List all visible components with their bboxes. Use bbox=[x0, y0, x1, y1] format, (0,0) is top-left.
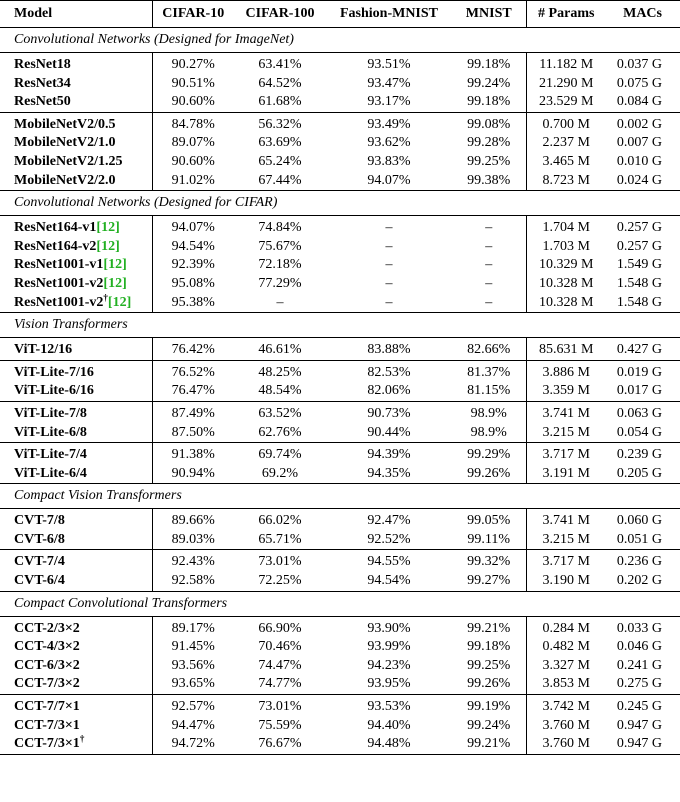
model-name: ViT-Lite-7/8 bbox=[14, 405, 87, 421]
table-row bbox=[0, 695, 680, 717]
table-row bbox=[0, 216, 680, 238]
fashion-mnist-cell: – bbox=[385, 275, 393, 291]
table-row bbox=[0, 531, 680, 550]
fashion-mnist-cell: 82.53% bbox=[326, 360, 452, 382]
section-header-row bbox=[0, 313, 680, 338]
params-cell: 3.717 M bbox=[526, 550, 606, 572]
citation-link[interactable]: [12] bbox=[103, 275, 127, 291]
fashion-mnist-cell: 94.48% bbox=[326, 735, 452, 754]
fashion-mnist-cell: 83.88% bbox=[326, 338, 452, 361]
model-name-cell bbox=[0, 238, 152, 257]
cifar10-cell: 87.49% bbox=[152, 401, 234, 423]
cifar100-cell: 48.54% bbox=[258, 383, 302, 399]
model-name-cell bbox=[0, 401, 152, 423]
macs-cell: 0.239 G bbox=[606, 443, 680, 465]
model-name-cell bbox=[0, 172, 152, 191]
table-row bbox=[0, 93, 680, 112]
mnist-cell: – bbox=[452, 216, 526, 238]
table-row bbox=[0, 338, 680, 361]
params-cell: 3.886 M bbox=[526, 360, 606, 382]
table-row bbox=[0, 75, 680, 94]
table-row bbox=[0, 550, 680, 572]
model-name-cell bbox=[0, 424, 152, 443]
fashion-mnist-cell: 93.47% bbox=[367, 75, 411, 91]
cifar10-cell: 76.47% bbox=[171, 383, 215, 399]
model-name: ResNet1001-v1 bbox=[14, 257, 104, 273]
model-name-cell bbox=[0, 616, 152, 638]
cifar100-cell: 67.44% bbox=[258, 172, 302, 188]
fashion-mnist-cell: 93.99% bbox=[367, 639, 411, 655]
mnist-cell: 99.18% bbox=[452, 638, 526, 657]
fashion-mnist-cell: 93.53% bbox=[326, 695, 452, 717]
mnist-cell: – bbox=[452, 256, 526, 275]
mnist-cell: 81.37% bbox=[452, 360, 526, 382]
model-name: ViT-Lite-6/4 bbox=[14, 465, 87, 481]
macs-cell: 0.202 G bbox=[616, 573, 662, 589]
cifar100-cell: 65.71% bbox=[258, 531, 302, 547]
cifar100-cell: 63.69% bbox=[258, 135, 302, 151]
mnist-cell: – bbox=[452, 294, 526, 313]
macs-cell: 0.257 G bbox=[616, 238, 662, 254]
table-row bbox=[0, 172, 680, 191]
macs-cell: 0.275 G bbox=[616, 676, 662, 692]
table-row bbox=[0, 443, 680, 465]
macs-cell: 0.033 G bbox=[606, 616, 680, 638]
section-header-row bbox=[0, 591, 680, 616]
params-cell: 3.760 M bbox=[542, 717, 590, 733]
table-row bbox=[0, 153, 680, 172]
macs-cell: 0.037 G bbox=[606, 53, 680, 75]
cifar10-cell: 76.52% bbox=[152, 360, 234, 382]
params-cell: 0.700 M bbox=[526, 112, 606, 134]
cifar10-cell: 89.03% bbox=[171, 531, 215, 547]
table-row bbox=[0, 112, 680, 134]
model-name-cell bbox=[0, 531, 152, 550]
header-cifar100: CIFAR-100 bbox=[234, 1, 326, 28]
params-cell: 3.191 M bbox=[542, 465, 590, 481]
macs-cell: 0.054 G bbox=[616, 424, 662, 440]
fashion-mnist-cell: 93.90% bbox=[326, 616, 452, 638]
fashion-mnist-cell: 94.55% bbox=[326, 550, 452, 572]
model-name: CCT-6/3×2 bbox=[14, 657, 80, 673]
section-header-row bbox=[0, 191, 680, 216]
fashion-mnist-cell: 93.51% bbox=[326, 53, 452, 75]
cifar100-cell: 46.61% bbox=[234, 338, 326, 361]
model-name: ResNet50 bbox=[14, 94, 71, 110]
macs-cell: 0.060 G bbox=[606, 509, 680, 531]
fashion-mnist-cell: 94.35% bbox=[367, 465, 411, 481]
cifar10-cell: 90.94% bbox=[171, 465, 215, 481]
cifar100-cell: 66.90% bbox=[234, 616, 326, 638]
macs-cell: 0.051 G bbox=[616, 531, 662, 547]
model-name: CVT-7/4 bbox=[14, 554, 65, 570]
mnist-cell: 99.28% bbox=[452, 134, 526, 153]
cifar100-cell: 61.68% bbox=[258, 94, 302, 110]
cifar100-cell: 74.47% bbox=[258, 657, 302, 673]
fashion-mnist-cell: 93.83% bbox=[367, 153, 411, 169]
cifar100-cell: 74.84% bbox=[234, 216, 326, 238]
model-name: MobileNetV2/1.0 bbox=[14, 135, 116, 151]
cifar10-cell: 89.17% bbox=[152, 616, 234, 638]
table-row bbox=[0, 382, 680, 401]
model-name-cell bbox=[0, 338, 152, 361]
fashion-mnist-cell: 82.06% bbox=[367, 383, 411, 399]
cifar100-cell: 56.32% bbox=[234, 112, 326, 134]
cifar10-cell: 76.42% bbox=[152, 338, 234, 361]
model-name-cell bbox=[0, 443, 152, 465]
model-name: CCT-2/3×2 bbox=[14, 620, 80, 636]
params-cell: 0.284 M bbox=[526, 616, 606, 638]
fashion-mnist-cell: 90.73% bbox=[326, 401, 452, 423]
cifar10-cell: 92.57% bbox=[152, 695, 234, 717]
model-name-cell bbox=[0, 294, 152, 313]
cifar100-cell: 73.01% bbox=[234, 695, 326, 717]
cifar10-cell: 90.60% bbox=[171, 94, 215, 110]
cifar10-cell: 89.66% bbox=[152, 509, 234, 531]
params-cell: 10.328 M bbox=[539, 275, 594, 291]
model-name: CCT-7/7×1 bbox=[14, 699, 80, 715]
model-name: CVT-7/8 bbox=[14, 513, 65, 529]
mnist-cell: 99.27% bbox=[452, 572, 526, 591]
model-name-cell bbox=[0, 112, 152, 134]
macs-cell: 0.046 G bbox=[616, 639, 662, 655]
macs-cell: 0.075 G bbox=[616, 75, 662, 91]
table-row bbox=[0, 294, 680, 313]
fashion-mnist-cell: 94.40% bbox=[367, 717, 411, 733]
model-name-cell bbox=[0, 75, 152, 94]
fashion-mnist-cell: 93.62% bbox=[367, 135, 411, 151]
macs-cell: 0.427 G bbox=[606, 338, 680, 361]
fashion-mnist-cell: 94.54% bbox=[367, 573, 411, 589]
cifar10-cell: 92.39% bbox=[171, 257, 215, 273]
cifar100-cell: 69.2% bbox=[261, 465, 299, 481]
mnist-cell: 99.08% bbox=[452, 112, 526, 134]
citation-link[interactable]: [12] bbox=[96, 238, 120, 254]
model-name: ViT-Lite-6/8 bbox=[14, 424, 87, 440]
model-name: CVT-6/4 bbox=[14, 573, 65, 589]
fashion-mnist-cell: 94.07% bbox=[367, 172, 411, 188]
table-body bbox=[0, 28, 680, 755]
cifar100-cell: 70.46% bbox=[258, 639, 302, 655]
mnist-cell: 99.18% bbox=[452, 53, 526, 75]
params-cell: 3.190 M bbox=[542, 573, 590, 589]
cifar10-cell: 95.08% bbox=[171, 275, 215, 291]
params-cell: 2.237 M bbox=[542, 135, 590, 151]
cifar100-cell: 62.76% bbox=[258, 424, 302, 440]
fashion-mnist-cell: 93.17% bbox=[367, 94, 411, 110]
macs-cell: 0.024 G bbox=[616, 172, 662, 188]
dagger-mark: † bbox=[103, 293, 108, 302]
mnist-cell: 99.21% bbox=[452, 616, 526, 638]
mnist-cell: 99.29% bbox=[452, 443, 526, 465]
model-name-cell bbox=[0, 382, 152, 401]
model-name: CCT-7/3×2 bbox=[14, 676, 80, 692]
cifar100-cell: 77.29% bbox=[258, 275, 302, 291]
citation-link[interactable]: [12] bbox=[96, 220, 120, 236]
table-row bbox=[0, 256, 680, 275]
table-row bbox=[0, 616, 680, 638]
fashion-mnist-cell: 92.52% bbox=[367, 531, 411, 547]
params-cell: 3.359 M bbox=[542, 383, 590, 399]
model-name-cell bbox=[0, 360, 152, 382]
model-name: ViT-Lite-7/16 bbox=[14, 364, 94, 380]
fashion-mnist-cell: 93.95% bbox=[367, 676, 411, 692]
mnist-cell: 99.32% bbox=[452, 550, 526, 572]
fashion-mnist-cell: – bbox=[326, 216, 452, 238]
header-mnist: MNIST bbox=[452, 1, 526, 28]
mnist-cell: 99.19% bbox=[452, 695, 526, 717]
params-cell: 3.741 M bbox=[526, 509, 606, 531]
model-name-cell bbox=[0, 717, 152, 736]
macs-cell: 0.002 G bbox=[606, 112, 680, 134]
section-title: Vision Transformers bbox=[0, 313, 680, 338]
table-row bbox=[0, 657, 680, 676]
fashion-mnist-cell: 90.44% bbox=[367, 424, 411, 440]
model-name-cell bbox=[0, 695, 152, 717]
macs-cell: 0.007 G bbox=[616, 135, 662, 151]
mnist-cell: 99.25% bbox=[452, 153, 526, 172]
params-cell: 3.465 M bbox=[542, 153, 590, 169]
macs-cell: 0.241 G bbox=[616, 657, 662, 673]
table-row bbox=[0, 238, 680, 257]
cifar10-cell: 92.43% bbox=[152, 550, 234, 572]
table-row bbox=[0, 638, 680, 657]
model-name: MobileNetV2/0.5 bbox=[14, 116, 116, 132]
params-cell: 10.328 M bbox=[539, 294, 594, 310]
model-name-cell bbox=[0, 572, 152, 591]
cifar100-cell: 72.18% bbox=[258, 257, 302, 273]
macs-cell: 0.245 G bbox=[606, 695, 680, 717]
mnist-cell: 99.26% bbox=[452, 675, 526, 694]
table-row bbox=[0, 424, 680, 443]
cifar10-cell: 89.07% bbox=[171, 135, 215, 151]
model-name: MobileNetV2/2.0 bbox=[14, 172, 116, 188]
model-name: ViT-Lite-6/16 bbox=[14, 383, 94, 399]
cifar100-cell: 63.52% bbox=[234, 401, 326, 423]
dagger-mark: † bbox=[79, 735, 85, 744]
params-cell: 8.723 M bbox=[542, 172, 590, 188]
table-row bbox=[0, 572, 680, 591]
model-name-cell bbox=[0, 134, 152, 153]
model-name-cell bbox=[0, 675, 152, 694]
model-name-cell bbox=[0, 465, 152, 484]
fashion-mnist-cell: 92.47% bbox=[326, 509, 452, 531]
mnist-cell: 98.9% bbox=[452, 401, 526, 423]
section-title: Compact Vision Transformers bbox=[0, 484, 680, 509]
cifar100-cell: 72.25% bbox=[258, 573, 302, 589]
model-name: ViT-Lite-7/4 bbox=[14, 447, 87, 463]
header-model: Model bbox=[0, 1, 152, 28]
macs-cell: 1.548 G bbox=[616, 275, 662, 291]
macs-cell: 0.236 G bbox=[606, 550, 680, 572]
mnist-cell: 99.38% bbox=[452, 172, 526, 191]
header-row bbox=[0, 1, 680, 28]
params-cell: 85.631 M bbox=[526, 338, 606, 361]
cifar10-cell: 94.54% bbox=[171, 238, 215, 254]
cifar100-cell: 75.59% bbox=[258, 717, 302, 733]
params-cell: 3.760 M bbox=[526, 735, 606, 754]
header-params: # Params bbox=[526, 1, 606, 28]
mnist-cell: – bbox=[452, 238, 526, 257]
params-cell: 11.182 M bbox=[526, 53, 606, 75]
model-name: CCT-4/3×2 bbox=[14, 639, 80, 655]
macs-cell: 0.017 G bbox=[616, 383, 662, 399]
table-row bbox=[0, 465, 680, 484]
fashion-mnist-cell: – bbox=[385, 238, 393, 254]
cifar100-cell: 66.02% bbox=[234, 509, 326, 531]
macs-cell: 0.010 G bbox=[616, 153, 662, 169]
cifar10-cell: 93.56% bbox=[171, 657, 215, 673]
fashion-mnist-cell: 94.23% bbox=[367, 657, 411, 673]
model-name: CCT-7/3×1 bbox=[14, 736, 80, 752]
cifar10-cell: 91.02% bbox=[171, 172, 215, 188]
macs-cell: 0.257 G bbox=[606, 216, 680, 238]
params-cell: 23.529 M bbox=[539, 94, 594, 110]
model-name-cell bbox=[0, 550, 152, 572]
mnist-cell: 99.05% bbox=[452, 509, 526, 531]
cifar10-cell: 91.38% bbox=[152, 443, 234, 465]
model-name: ResNet1001-v2 bbox=[14, 275, 104, 291]
model-name: ViT-12/16 bbox=[14, 342, 73, 358]
model-name-cell bbox=[0, 735, 152, 754]
mnist-cell: 99.21% bbox=[452, 735, 526, 754]
mnist-cell: 99.25% bbox=[452, 657, 526, 676]
model-name-cell bbox=[0, 275, 152, 294]
section-title: Convolutional Networks (Designed for CIFAR) bbox=[0, 191, 680, 216]
citation-link[interactable]: [12] bbox=[107, 294, 132, 310]
params-cell: 3.327 M bbox=[542, 657, 590, 673]
mnist-cell: 82.66% bbox=[452, 338, 526, 361]
model-name-cell bbox=[0, 638, 152, 657]
header-macs: MACs bbox=[606, 1, 680, 28]
cifar10-cell: 95.38% bbox=[171, 294, 215, 310]
cifar10-cell: 93.65% bbox=[171, 676, 215, 692]
table-row bbox=[0, 53, 680, 75]
params-cell: 10.329 M bbox=[539, 257, 594, 273]
params-cell: 3.741 M bbox=[526, 401, 606, 423]
model-name-cell bbox=[0, 657, 152, 676]
cifar10-cell: 94.72% bbox=[152, 735, 234, 754]
table-row bbox=[0, 275, 680, 294]
cifar100-cell: 48.25% bbox=[234, 360, 326, 382]
model-name: CCT-7/3×1 bbox=[14, 717, 80, 733]
params-cell: 1.704 M bbox=[526, 216, 606, 238]
table-row bbox=[0, 717, 680, 736]
section-header-row bbox=[0, 484, 680, 509]
cifar100-cell: 74.77% bbox=[258, 676, 302, 692]
model-name: CVT-6/8 bbox=[14, 531, 65, 547]
table-row bbox=[0, 134, 680, 153]
params-cell: 3.853 M bbox=[542, 676, 590, 692]
macs-cell: 0.205 G bbox=[616, 465, 662, 481]
model-name-cell bbox=[0, 53, 152, 75]
table-row bbox=[0, 360, 680, 382]
header-fashion-mnist: Fashion-MNIST bbox=[326, 1, 452, 28]
cifar10-cell: 84.78% bbox=[152, 112, 234, 134]
mnist-cell: – bbox=[452, 275, 526, 294]
params-cell: 3.717 M bbox=[526, 443, 606, 465]
mnist-cell: 99.24% bbox=[452, 75, 526, 94]
cifar10-cell: 90.60% bbox=[171, 153, 215, 169]
cifar100-cell: 76.67% bbox=[234, 735, 326, 754]
cifar100-cell: 64.52% bbox=[258, 75, 302, 91]
model-name: ResNet18 bbox=[14, 57, 71, 72]
cifar100-cell: – bbox=[276, 294, 284, 310]
macs-cell: 1.549 G bbox=[616, 257, 662, 273]
cifar10-cell: 91.45% bbox=[171, 639, 215, 655]
model-name-cell bbox=[0, 216, 152, 238]
model-name-cell bbox=[0, 256, 152, 275]
header-cifar10: CIFAR-10 bbox=[152, 1, 234, 28]
model-name: ResNet1001-v2 bbox=[14, 294, 104, 310]
cifar10-cell: 94.07% bbox=[152, 216, 234, 238]
model-name-cell bbox=[0, 93, 152, 112]
model-name: ResNet164-v2 bbox=[14, 238, 97, 254]
fashion-mnist-cell: – bbox=[385, 294, 393, 310]
section-header-row bbox=[0, 28, 680, 53]
cifar100-cell: 63.41% bbox=[234, 53, 326, 75]
params-cell: 1.703 M bbox=[542, 238, 590, 254]
model-name-cell bbox=[0, 509, 152, 531]
mnist-cell: 99.24% bbox=[452, 717, 526, 736]
citation-link[interactable]: [12] bbox=[103, 257, 127, 273]
params-cell: 0.482 M bbox=[542, 639, 590, 655]
fashion-mnist-cell: – bbox=[385, 257, 393, 273]
table-row bbox=[0, 735, 680, 754]
table-row bbox=[0, 401, 680, 423]
cifar10-cell: 90.27% bbox=[152, 53, 234, 75]
cifar10-cell: 94.47% bbox=[171, 717, 215, 733]
macs-cell: 0.019 G bbox=[606, 360, 680, 382]
fashion-mnist-cell: 94.39% bbox=[326, 443, 452, 465]
params-cell: 21.290 M bbox=[539, 75, 594, 91]
macs-cell: 0.063 G bbox=[606, 401, 680, 423]
table-row bbox=[0, 509, 680, 531]
macs-cell: 0.947 G bbox=[616, 717, 662, 733]
macs-cell: 0.947 G bbox=[606, 735, 680, 754]
cifar10-cell: 90.51% bbox=[171, 75, 215, 91]
section-title: Convolutional Networks (Designed for ImageNet) bbox=[0, 28, 680, 53]
params-cell: 3.742 M bbox=[526, 695, 606, 717]
params-cell: 3.215 M bbox=[542, 531, 590, 547]
cifar100-cell: 75.67% bbox=[258, 238, 302, 254]
section-title: Compact Convolutional Transformers bbox=[0, 591, 680, 616]
table-row bbox=[0, 675, 680, 694]
model-name: ResNet164-v1 bbox=[14, 220, 97, 236]
mnist-cell: 81.15% bbox=[452, 382, 526, 401]
cifar10-cell: 87.50% bbox=[171, 424, 215, 440]
macs-cell: 1.548 G bbox=[616, 294, 662, 310]
mnist-cell: 99.18% bbox=[452, 93, 526, 112]
mnist-cell: 99.11% bbox=[452, 531, 526, 550]
model-name: MobileNetV2/1.25 bbox=[14, 153, 123, 169]
mnist-cell: 99.26% bbox=[452, 465, 526, 484]
fashion-mnist-cell: 93.49% bbox=[326, 112, 452, 134]
cifar100-cell: 73.01% bbox=[234, 550, 326, 572]
cifar100-cell: 65.24% bbox=[258, 153, 302, 169]
params-cell: 3.215 M bbox=[542, 424, 590, 440]
cifar100-cell: 69.74% bbox=[234, 443, 326, 465]
mnist-cell: 98.9% bbox=[452, 424, 526, 443]
macs-cell: 0.084 G bbox=[616, 94, 662, 110]
model-name-cell bbox=[0, 153, 152, 172]
model-name: ResNet34 bbox=[14, 75, 71, 91]
cifar10-cell: 92.58% bbox=[171, 573, 215, 589]
